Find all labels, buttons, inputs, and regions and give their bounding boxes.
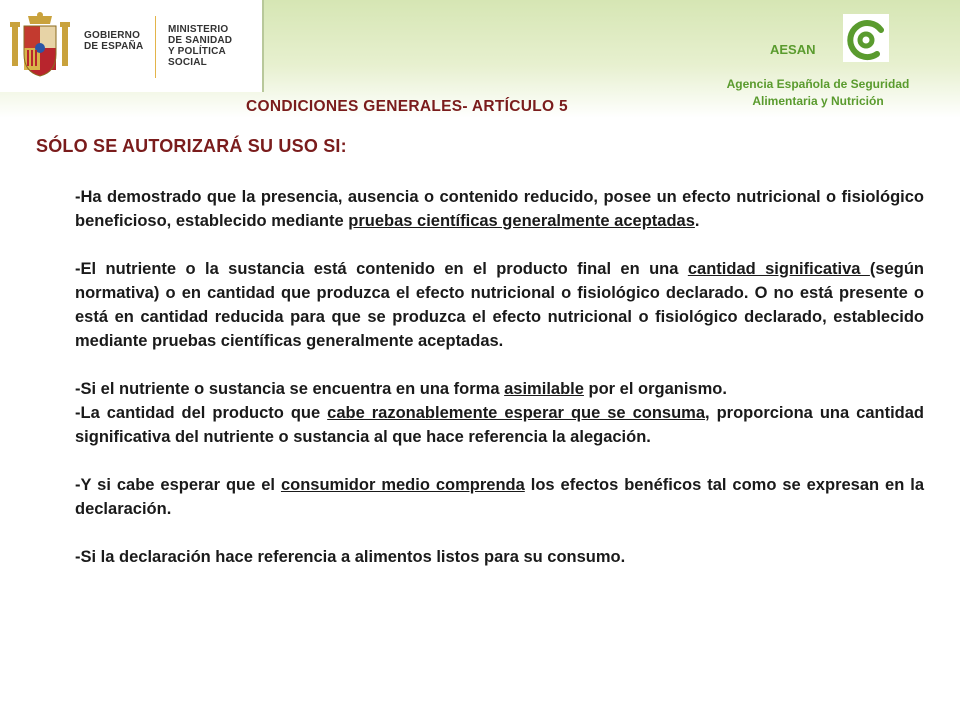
condition-paragraph: -Ha demostrado que la presencia, ausencia o contenido reducido, posee un efecto nutricional o fisiológico beneficioso, establecido mediante pruebas científicas generalmente aceptadas. [75, 188, 924, 230]
government-label: GOBIERNO DE ESPAÑA [84, 30, 144, 52]
condition-paragraph: -Si la declaración hace referencia a alimentos listos para su consumo. [75, 548, 626, 566]
ministry-label: MINISTERIO DE SANIDAD Y POLÍTICA SOCIAL [168, 24, 233, 68]
divider [155, 16, 156, 78]
aesan-name: AESAN [770, 42, 816, 57]
section-subtitle: SÓLO SE AUTORIZARÁ SU USO SI: [36, 136, 347, 156]
aesan-agency-name: Agencia Española de Seguridad Alimentaria y Nutrición [726, 77, 910, 108]
coat-of-arms-icon [10, 10, 70, 82]
aesan-logo-icon [843, 14, 889, 62]
government-logo-block [0, 0, 262, 92]
conditions-body [75, 185, 924, 569]
condition-paragraph: -El nutriente o la sustancia está contenido en el producto final en una cantidad significativa (según normativa) o en cantidad que produzca el efecto nutricional o fisiológico declarado. O no está presente o está en cantidad reducida para que se produzca el efecto nutricional o fisiológico declarado, establecido mediante pruebas científicas generalmente aceptadas. [75, 260, 924, 350]
condition-paragraph: -Si el nutriente o sustancia se encuentra en una forma asimilable por el organismo. [75, 380, 727, 398]
condition-paragraph: -Y si cabe esperar que el consumidor medio comprenda los efectos benéficos tal como se expresan en la declaración. [75, 476, 924, 518]
divider [262, 0, 264, 92]
page-title: CONDICIONES GENERALES- ARTÍCULO 5 [246, 98, 568, 115]
condition-paragraph: -La cantidad del producto que cabe razonablemente esperar que se consuma, proporciona una cantidad significativa del nutriente o sustancia al que hace referencia la alegación. [75, 404, 924, 446]
